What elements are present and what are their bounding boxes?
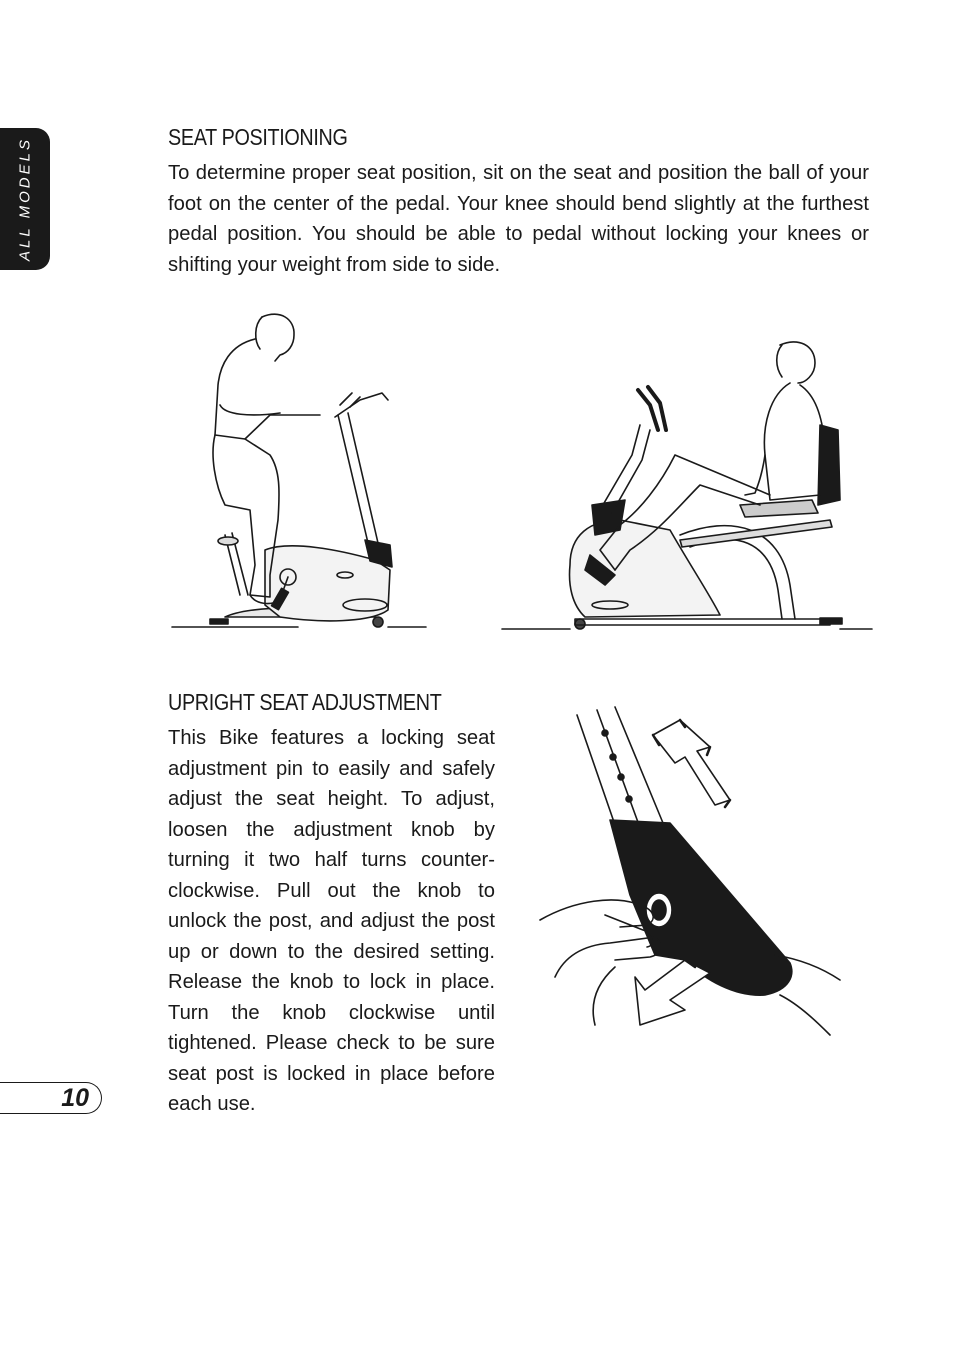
section-tab-label: ALL MODELS bbox=[16, 137, 34, 261]
seat-positioning-text: To determine proper seat position, sit on the seat and position the ball of your foot on the center of the pedal. Your knee should bend slightly at the furthest pedal position. You should be able to pedal without locking your knees or shifting your weight from side to side. bbox=[168, 162, 869, 276]
seat-positioning-heading: SEAT POSITIONING bbox=[168, 124, 348, 150]
upright-seat-adjustment-heading: UPRIGHT SEAT ADJUSTMENT bbox=[168, 689, 442, 715]
section-tab bbox=[0, 128, 50, 270]
recumbent-bike-illustration bbox=[500, 335, 875, 635]
seat-post-knob-illustration bbox=[535, 705, 850, 1050]
upright-bike-illustration bbox=[170, 305, 430, 635]
upright-seat-adjustment-text: This Bike features a locking seat adjustment pin to easily and safely adjust the seat height. To adjust, loosen the adjustment knob by turning it two half turns counter-clockwise. Pull out the knob to unlock the post, and adjust the post up or down to the desired setting. Release the knob to lock in place. Turn the knob clockwise until tightened. Please check to be sure seat post is locked in place before each use. bbox=[168, 727, 495, 1115]
page-number-tab bbox=[0, 1082, 102, 1114]
page-number: 10 bbox=[61, 1084, 89, 1112]
